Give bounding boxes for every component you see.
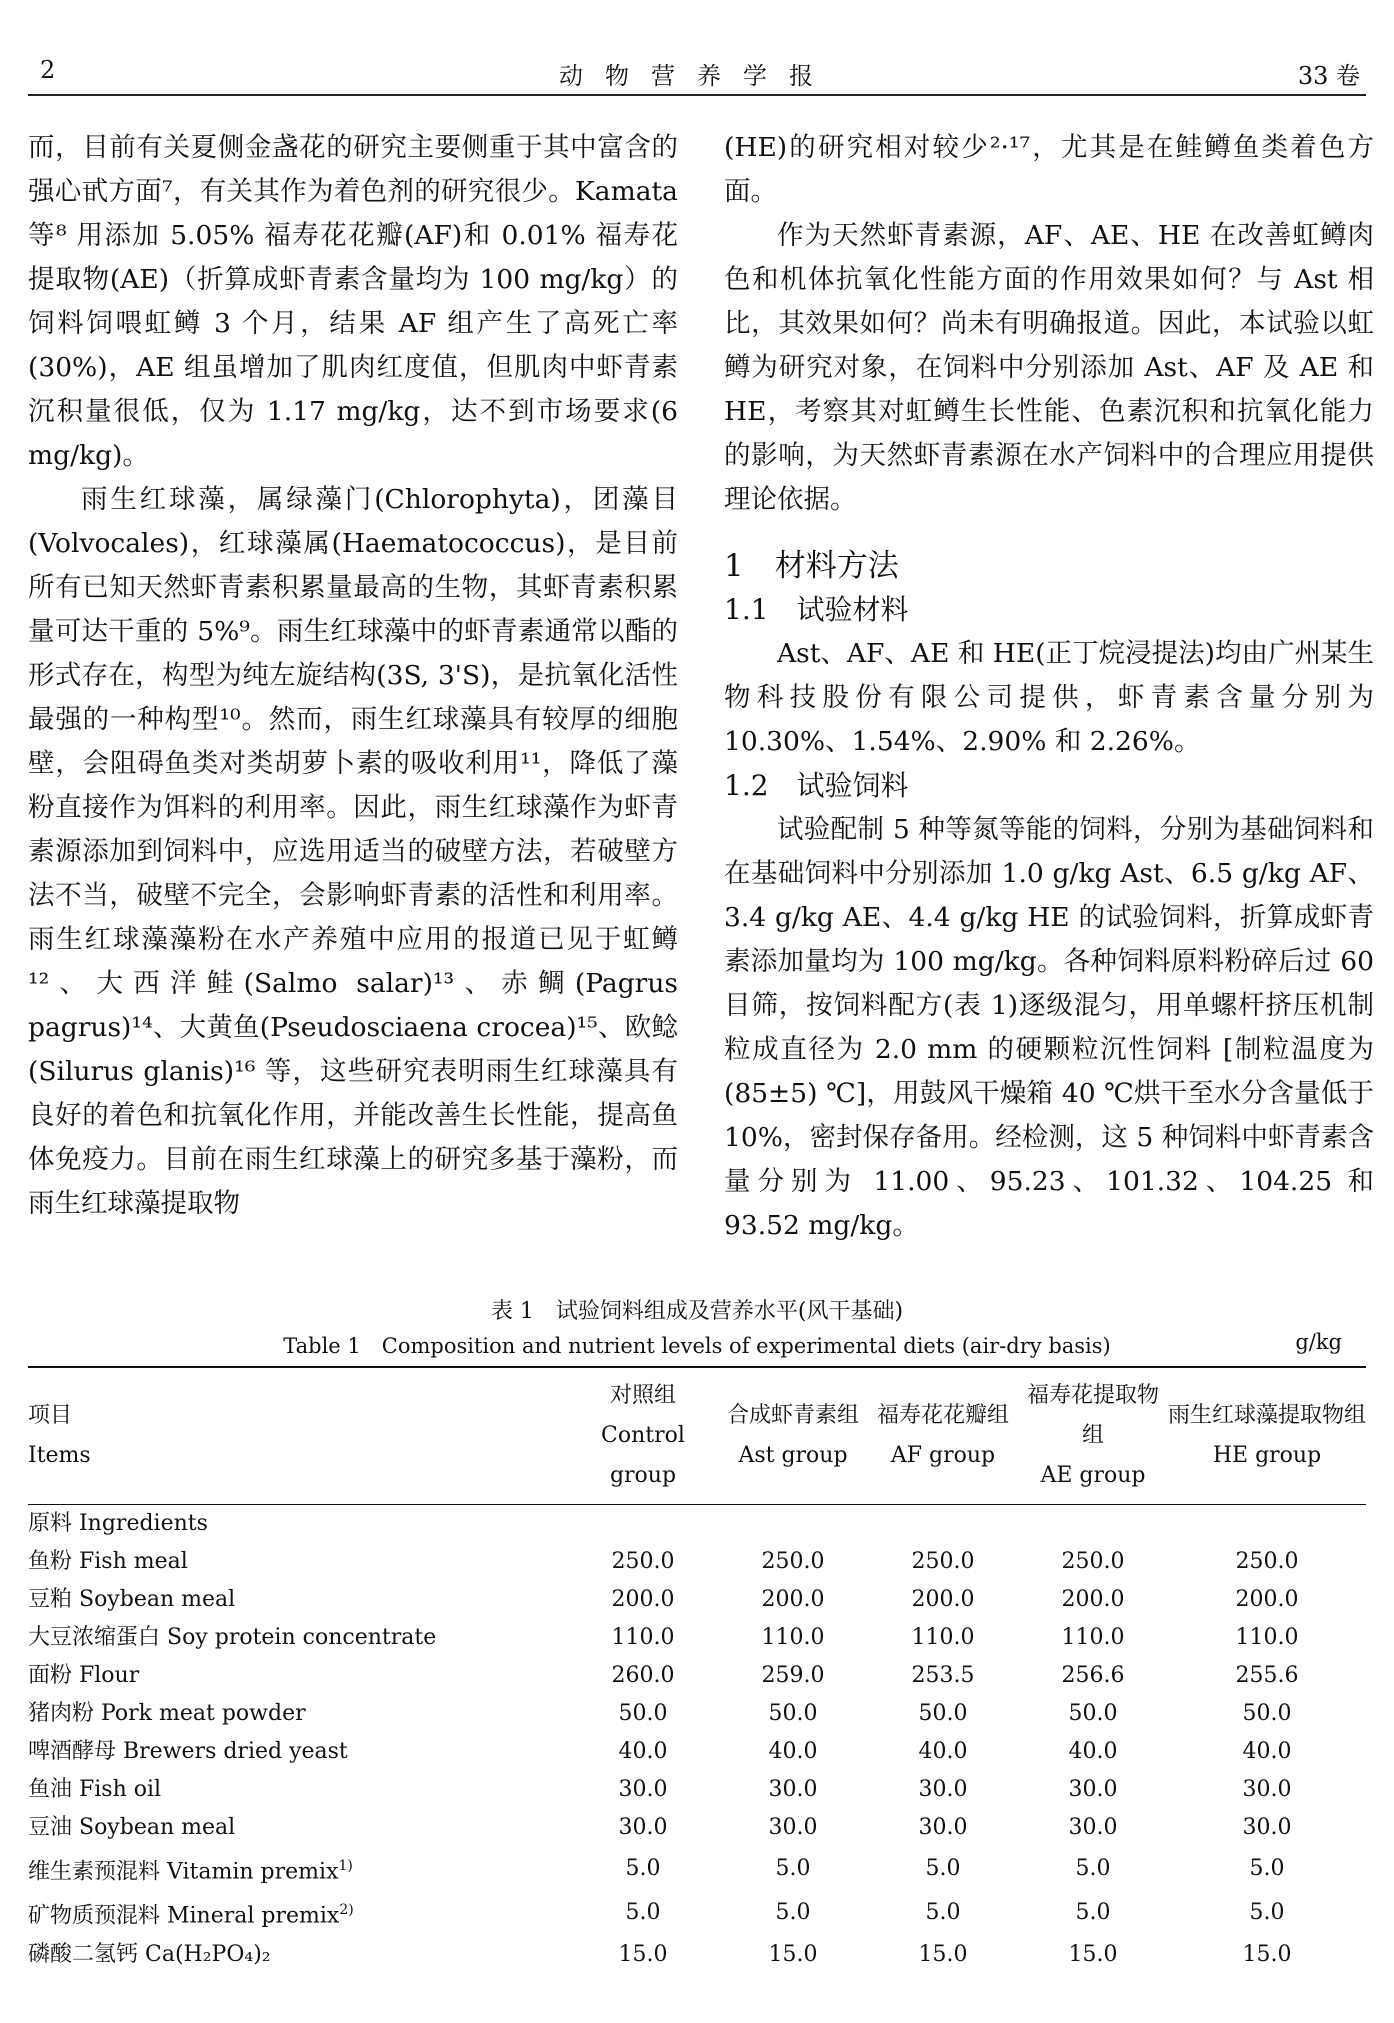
header-cell-items: 项目 Items (28, 1367, 568, 1505)
table-row (28, 1695, 1366, 1733)
value-cell: 50.0 (1068, 1701, 1118, 1726)
value-cell: 200.0 (1235, 1587, 1299, 1612)
subsection-heading: 1.2 试验饲料 (724, 769, 909, 802)
value-cell: 5.0 (925, 1900, 961, 1926)
value-cell: 40.0 (1068, 1739, 1118, 1764)
table-row (28, 1847, 1366, 1891)
footnote-marker: 1) (338, 1858, 353, 1874)
header-cell-he: 雨生红球藻提取物组 HE group (1168, 1367, 1366, 1505)
value-cell: 110.0 (1235, 1625, 1299, 1650)
value-cell: 260.0 (611, 1663, 675, 1688)
value-cell: 250.0 (611, 1549, 675, 1574)
value-cell: 255.6 (1235, 1663, 1299, 1688)
row-label: 面粉 Flour (28, 1663, 140, 1688)
row-label: 鱼粉 Fish meal (28, 1549, 188, 1574)
value-cell: 40.0 (1242, 1739, 1292, 1764)
table-row (28, 1619, 1366, 1657)
page-number: 2 (40, 56, 56, 84)
value-cell: 110.0 (1061, 1625, 1125, 1650)
value-cell: 110.0 (911, 1625, 975, 1650)
paragraph: Ast、AF、AE 和 HE(正丁烷浸提法)均由广州某生物科技股份有限公司提供，虾青素含量分别为 10.30%、1.54%、2.90% 和 2.26%。 (724, 638, 1374, 757)
value-cell: 253.5 (911, 1663, 975, 1688)
volume-label: 33 卷 (1297, 62, 1360, 90)
value-cell: 50.0 (618, 1701, 668, 1726)
row-label: 维生素预混料 Vitamin premix$^{1)}$ (28, 1858, 353, 1885)
value-cell: 5.0 (1075, 1856, 1111, 1882)
subsection-heading: 1.1 试验材料 (724, 593, 909, 626)
paragraph: 而，目前有关夏侧金盏花的研究主要侧重于其中富含的强心甙方面⁷，有关其作为着色剂的研究很少。Kamata 等⁸ 用添加 5.05% 福寿花花瓣(AF)和 0.01% 福寿花提取物(AE)（折算成虾青素含量均为 100 mg/kg）的饲料饲喂虹鳟 3 个月，结果 AF 组产生了高死亡率(30%)，AE 组虽增加了肌肉红度值，但肌肉中虾青素沉积量很低，仅为 1.17 mg/kg，达不到市场要求(6 mg/kg)。 (28, 132, 678, 471)
table-header-row (28, 1367, 1366, 1505)
value-cell: 110.0 (761, 1625, 825, 1650)
table-row (28, 1581, 1366, 1619)
header-cell-ast: 合成虾青素组 Ast group (718, 1367, 868, 1505)
diet-composition-table (28, 1366, 1366, 1974)
value-cell: 30.0 (618, 1777, 668, 1802)
value-cell: 40.0 (918, 1739, 968, 1764)
table-caption-en-text: Table 1 Composition and nutrient levels of experimental diets (air-dry basis) (283, 1334, 1111, 1358)
value-cell: 40.0 (618, 1739, 668, 1764)
value-cell: 30.0 (1242, 1815, 1292, 1840)
value-cell: 15.0 (618, 1941, 668, 1967)
value-cell: 5.0 (925, 1856, 961, 1882)
group-label: 原料 Ingredients (28, 1511, 208, 1536)
value-cell: 15.0 (768, 1941, 818, 1967)
header-cell-af: 福寿花花瓣组 AF group (868, 1367, 1018, 1505)
value-cell: 200.0 (911, 1587, 975, 1612)
table-row (28, 1733, 1366, 1771)
value-cell: 5.0 (625, 1856, 661, 1882)
table-caption-cn: 表 1 试验饲料组成及营养水平(风干基础) (490, 1299, 904, 1324)
row-label: 猪肉粉 Pork meat powder (28, 1701, 306, 1726)
footnote-marker: 2) (339, 1902, 354, 1919)
paragraph: (HE)的研究相对较少²·¹⁷，尤其是在鲑鳟鱼类着色方面。 (724, 132, 1374, 207)
table-row (28, 1891, 1366, 1935)
value-cell: 50.0 (768, 1701, 818, 1726)
value-cell: 5.0 (625, 1900, 661, 1926)
value-cell: 5.0 (1249, 1900, 1285, 1926)
paragraph: 雨生红球藻，属绿藻门(Chlorophyta)，团藻目(Volvocales)，红球藻属(Haematococcus)，是目前所有已知天然虾青素积累量最高的生物，其虾青素积累量可达干重的 5%⁹。雨生红球藻中的虾青素通常以酯的形式存在，构型为纯左旋结构(3S, 3'S)，是抗氧化活性最强的一种构型¹⁰。然而，雨生红球藻具有较厚的细胞壁，会阻碍鱼类对类胡萝卜素的吸收利用¹¹，降低了藻粉直接作为饵料的利用率。因此，雨生红球藻作为虾青素源添加到饲料中，应选用适当的破壁方法，若破壁方法不当，破壁不完全，会影响虾青素的活性和利用率。雨生红球藻藻粉在水产养殖中应用的报道已见于虹鳟¹²、大西洋鲑(Salmo salar)¹³、赤鲷(Pagrus pagrus)¹⁴、大黄鱼(Pseudosciaena crocea)¹⁵、欧鲶(Silurus glanis)¹⁶ 等，这些研究表明雨生红球藻具有良好的着色和抗氧化作用，并能改善生长性能，提高鱼体免疫力。目前在雨生红球藻上的研究多基于藻粉，而雨生红球藻提取物 (28, 484, 678, 1219)
right-column (724, 126, 1374, 1248)
section-heading: 1 材料方法 (724, 548, 899, 584)
value-cell: 30.0 (768, 1815, 818, 1840)
row-label: 啤酒酵母 Brewers dried yeast (28, 1739, 348, 1764)
value-cell: 5.0 (775, 1900, 811, 1926)
value-cell: 5.0 (1249, 1856, 1285, 1882)
value-cell: 30.0 (1068, 1777, 1118, 1802)
left-column (28, 126, 678, 1226)
value-cell: 15.0 (1242, 1941, 1292, 1967)
value-cell: 50.0 (1242, 1701, 1292, 1726)
value-cell: 30.0 (618, 1815, 668, 1840)
journal-name: 动物营养学报 (559, 62, 835, 90)
page-header (28, 50, 1366, 96)
value-cell: 250.0 (761, 1549, 825, 1574)
value-cell: 256.6 (1061, 1663, 1125, 1688)
value-cell: 110.0 (611, 1625, 675, 1650)
table-unit: g/kg (1295, 1330, 1342, 1354)
table-caption-en (28, 1330, 1366, 1360)
header-cell-control: 对照组 Control group (568, 1367, 718, 1505)
row-label: 豆油 Soybean meal (28, 1815, 236, 1840)
value-cell: 5.0 (1075, 1900, 1111, 1926)
paragraph: 作为天然虾青素源，AF、AE、HE 在改善虹鳟肉色和机体抗氧化性能方面的作用效果如何？与 Ast 相比，其效果如何？尚未有明确报道。因此，本试验以虹鳟为研究对象，在饲料中分别添加 Ast、AF 及 AE 和 HE，考察其对虹鳟生长性能、色素沉积和抗氧化能力的影响，为天然虾青素源在水产饲料中的合理应用提供理论依据。 (724, 220, 1374, 515)
row-label: 豆粕 Soybean meal (28, 1587, 236, 1612)
value-cell: 5.0 (775, 1856, 811, 1882)
value-cell: 30.0 (1068, 1815, 1118, 1840)
value-cell: 200.0 (611, 1587, 675, 1612)
value-cell: 50.0 (918, 1701, 968, 1726)
value-cell: 30.0 (918, 1777, 968, 1802)
value-cell: 250.0 (1235, 1549, 1299, 1574)
value-cell: 200.0 (761, 1587, 825, 1612)
value-cell: 30.0 (918, 1815, 968, 1840)
table-row (28, 1809, 1366, 1847)
value-cell: 15.0 (918, 1941, 968, 1967)
value-cell: 250.0 (911, 1549, 975, 1574)
value-cell: 30.0 (1242, 1777, 1292, 1802)
table-row (28, 1936, 1366, 1974)
row-label: 矿物质预混料 Mineral premix$^{2)}$ (28, 1902, 354, 1929)
row-label: 大豆浓缩蛋白 Soy protein concentrate (28, 1625, 437, 1650)
value-cell: 30.0 (768, 1777, 818, 1802)
table-group-row (28, 1505, 1366, 1544)
row-label: 磷酸二氢钙 Ca(H₂PO₄)₂ (28, 1941, 271, 1967)
value-cell: 200.0 (1061, 1587, 1125, 1612)
header-cell-ae: 福寿花提取物组 AE group (1018, 1367, 1168, 1505)
value-cell: 15.0 (1068, 1941, 1118, 1967)
value-cell: 40.0 (768, 1739, 818, 1764)
value-cell: 259.0 (761, 1663, 825, 1688)
value-cell: 250.0 (1061, 1549, 1125, 1574)
table-row (28, 1657, 1366, 1695)
row-label: 鱼油 Fish oil (28, 1777, 162, 1802)
paragraph: 试验配制 5 种等氮等能的饲料，分别为基础饲料和在基础饲料中分别添加 1.0 g/kg Ast、6.5 g/kg AF、3.4 g/kg AE、4.4 g/kg HE 的试验饲料，折算成虾青素添加量均为 100 mg/kg。各种饲料原料粉碎后过 60 目筛，按饲料配方(表 1)逐级混匀，用单螺杆挤压机制粒成直径为 2.0 mm 的硬颗粒沉性饲料 [制粒温度为(85±5) ℃]，用鼓风干燥箱 40 ℃烘干至水分含量低于 10%，密封保存备用。经检测，这 5 种饲料中虾青素含量分别为 11.00、95.23、101.32、104.25 和 93.52 mg/kg。 (724, 814, 1374, 1241)
table-row (28, 1543, 1366, 1581)
table-row (28, 1771, 1366, 1809)
